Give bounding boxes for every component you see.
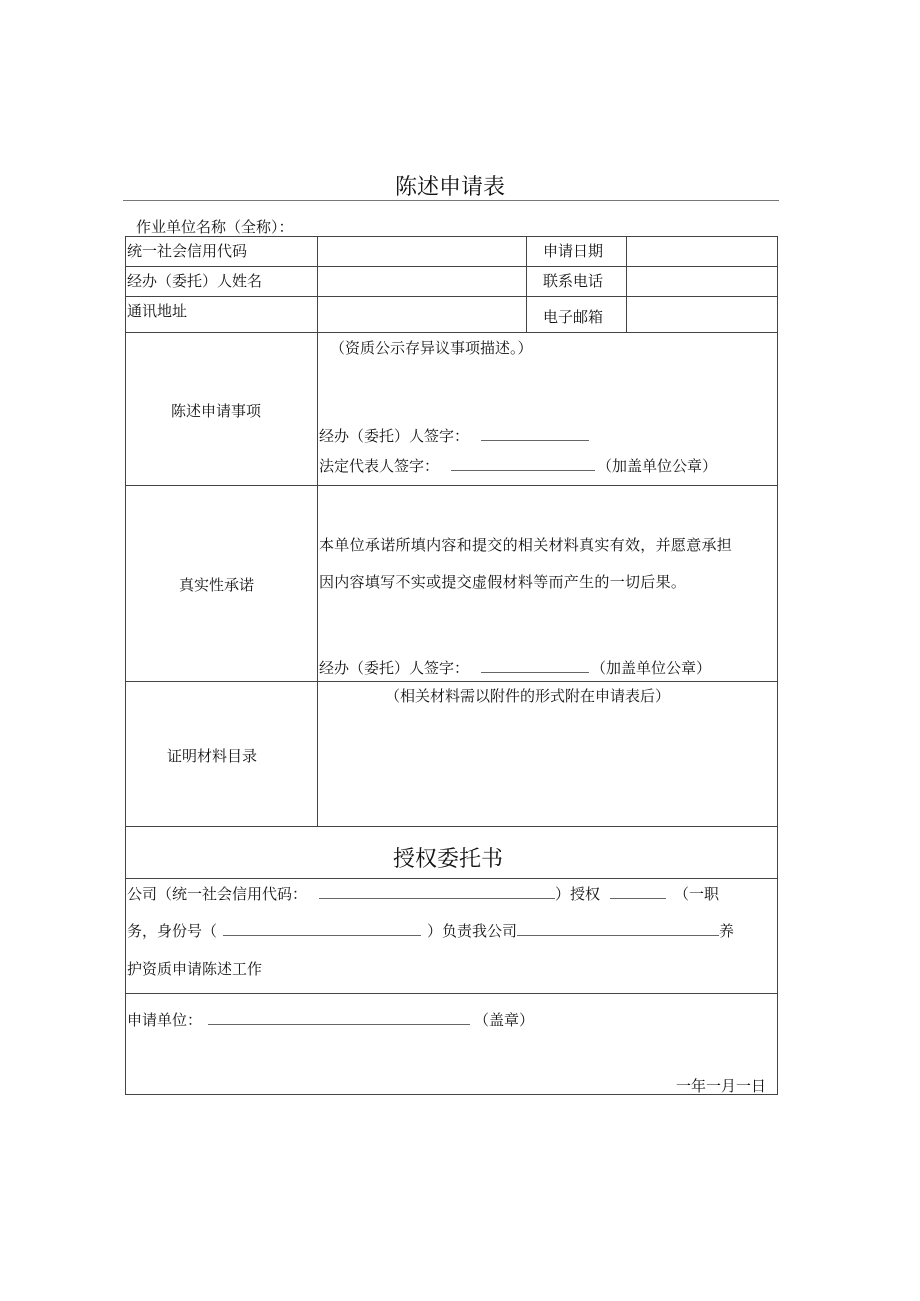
auth-paragraph-line1 (127, 883, 719, 904)
unit-name-label: 作业单位名称（全称）： (136, 218, 294, 236)
agent-name-field[interactable] (318, 267, 525, 295)
phone-field[interactable] (627, 267, 776, 295)
commitment-agent-sign-line[interactable] (481, 658, 589, 673)
legal-rep-sign-label: 法定代表人签字： (319, 457, 440, 475)
statement-legal-sign (319, 455, 717, 476)
statement-seal-note: （加盖单位公章） (597, 457, 718, 475)
auth-company-text: 公司（统一社会信用代码： (127, 885, 308, 903)
commitment-seal-note: （加盖单位公章） (591, 659, 712, 677)
auth-grantee-line[interactable] (610, 884, 666, 899)
applicant-unit-line[interactable] (208, 1010, 470, 1025)
credit-code-label: 统一社会信用代码 (127, 242, 248, 260)
evidence-label: 证明材料目录 (167, 747, 258, 765)
commitment-label: 真实性承诺 (179, 576, 255, 594)
auth-grant-text: ）授权 (555, 885, 601, 903)
statement-agent-sign (319, 425, 589, 446)
auth-credit-code-line[interactable] (319, 884, 555, 899)
applicant-unit (127, 1009, 534, 1030)
page-title: 陈述申请表 (395, 175, 506, 200)
apply-date-label: 申请日期 (543, 242, 604, 260)
statement-label: 陈述申请事项 (171, 402, 262, 420)
title-rule (123, 200, 779, 201)
commitment-agent-sign (319, 657, 711, 678)
auth-company-name-line[interactable] (517, 921, 719, 936)
legal-rep-sign-line[interactable] (451, 456, 595, 471)
applicant-label: 申请单位： (127, 1011, 203, 1029)
commitment-text-line2: 因内容填写不实或提交虚假材料等而产生的一切后果。 (319, 573, 687, 591)
address-field[interactable] (318, 297, 525, 331)
address-label: 通讯地址 (127, 302, 188, 320)
applicant-seal: （盖章） (474, 1011, 535, 1029)
statement-hint: （资质公示存异议事项描述。） (330, 339, 533, 357)
auth-maint-text: 养 (719, 922, 735, 940)
auth-responsible-text: ）负责我公司 (427, 922, 518, 940)
credit-code-field[interactable] (318, 237, 525, 265)
commitment-text-line1: 本单位承诺所填内容和提交的相关材料真实有效，并愿意承担 (319, 536, 733, 554)
apply-date-field[interactable] (627, 237, 776, 265)
agent-sign-label: 经办（委托）人签字： (319, 427, 470, 445)
auth-position-text: （一职 (674, 885, 720, 903)
auth-date: 一年一月一日 (676, 1077, 767, 1095)
auth-paragraph-line2 (127, 920, 734, 941)
commitment-agent-sign-label: 经办（委托）人签字： (319, 659, 470, 677)
agent-sign-line[interactable] (481, 426, 589, 441)
email-label: 电子邮箱 (543, 308, 604, 326)
auth-id-number-line[interactable] (223, 921, 421, 936)
email-field[interactable] (627, 297, 776, 331)
auth-paragraph-line3: 护资质申请陈述工作 (127, 960, 263, 978)
authorization-title: 授权委托书 (393, 847, 504, 872)
evidence-hint: （相关材料需以附件的形式附在申请表后） (385, 687, 671, 705)
phone-label: 联系电话 (543, 272, 604, 290)
auth-duty-text: 务，身份号（ (127, 922, 218, 940)
agent-name-label: 经办（委托）人姓名 (127, 272, 263, 290)
